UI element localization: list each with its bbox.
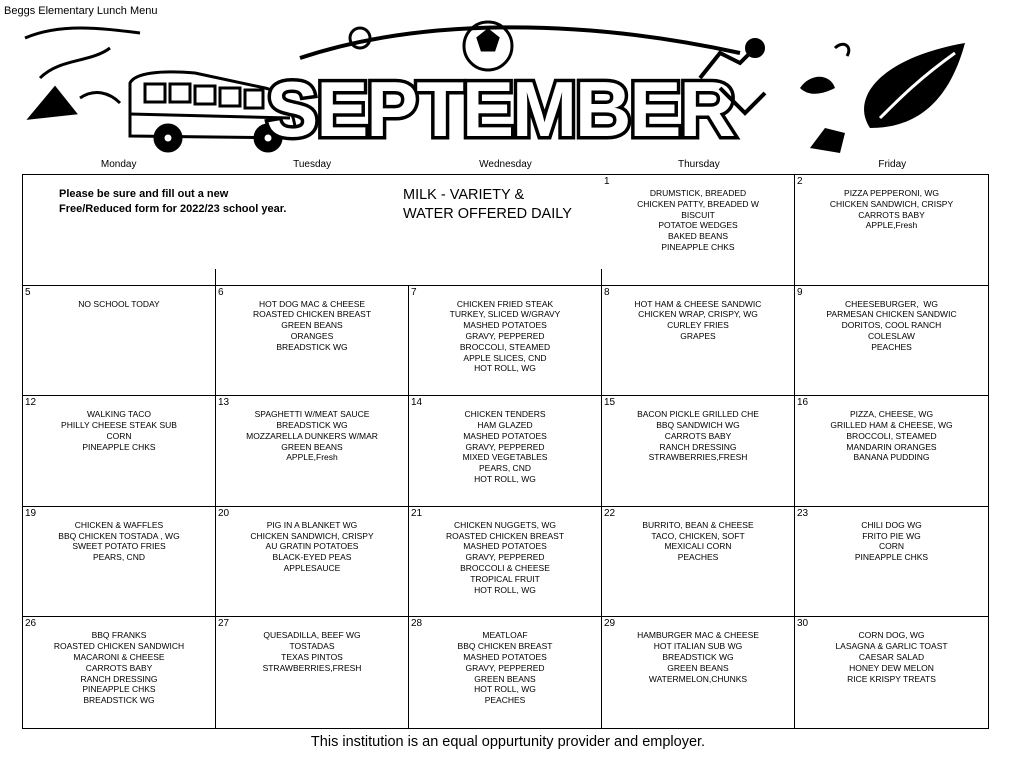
weekday-label: Wednesday [479, 159, 532, 170]
menu-items: QUESADILLA, BEEF WG TOSTADAS TEXAS PINTOS STRAWBERRIES,FRESH [262, 630, 362, 673]
calendar-cell [216, 617, 409, 728]
weekday-label: Tuesday [293, 159, 332, 170]
calendar-cell [409, 396, 602, 507]
day-number: 26 [25, 618, 37, 630]
menu-items: HOT DOG MAC & CHEESE ROASTED CHICKEN BREAST GREEN BEANS ORANGES BREADSTICK WG [252, 298, 372, 352]
calendar-cell [216, 396, 409, 507]
weekday-label: Thursday [678, 159, 720, 170]
calendar-cell [23, 507, 216, 618]
calendar-cell [602, 507, 795, 618]
day-number: 2 [797, 176, 803, 187]
day-number: 16 [797, 397, 809, 409]
calendar-grid [22, 174, 989, 729]
autumn-leaf-icon [800, 43, 965, 153]
footer-statement: This institution is an equal oppurtunity provider and employer. [310, 734, 706, 750]
day-number: 9 [797, 286, 803, 298]
menu-items: PIG IN A BLANKET WG CHICKEN SANDWICH, CRISPY AU GRATIN POTATOES BLACK-EYED PEAS APPLESAUCE [250, 519, 374, 573]
day-number: 22 [604, 507, 616, 519]
day-number: 28 [411, 618, 423, 630]
menu-items: BURRITO, BEAN & CHEESE TACO, CHICKEN, SOFT MEXICALI CORN PEACHES [642, 519, 754, 563]
menu-items: CHICKEN & WAFFLES BBQ CHICKEN TOSTADA , WG SWEET POTATO FRIES PEARS, CND [58, 519, 180, 563]
menu-items: CHICKEN FRIED STEAK TURKEY, SLICED W/GRAVY MASHED POTATOES GRAVY, PEPPERED BROCCOLI, STEAMED APPLE SLICES, CND HOT ROLL, WG [449, 298, 561, 374]
calendar-cell [795, 507, 988, 618]
calendar-cell [409, 286, 602, 397]
day-number: 14 [411, 397, 423, 409]
day-number: 7 [411, 286, 417, 298]
menu-items: MEATLOAF BBQ CHICKEN BREAST MASHED POTATOES GRAVY, PEPPERED GREEN BEANS HOT ROLL, WG PEACHES [457, 630, 553, 706]
day-number: 19 [25, 507, 37, 519]
day-number: 5 [25, 286, 31, 298]
menu-items: HOT HAM & CHEESE SANDWIC CHICKEN WRAP, CRISPY, WG CURLEY FRIES GRAPES [634, 298, 762, 341]
menu-items: DRUMSTICK, BREADED CHICKEN PATTY, BREADED W BISCUIT POTATOE WEDGES BAKED BEANS PINEAPPLE CHKS [637, 188, 759, 252]
calendar-cell [795, 286, 988, 397]
calendar-cell [602, 396, 795, 507]
document-title: Beggs Elementary Lunch Menu [4, 5, 158, 17]
day-number: 15 [604, 397, 616, 409]
day-number: 12 [25, 397, 37, 409]
milk-note: MILK - VARIETY & WATER OFFERED DAILY [403, 187, 572, 222]
menu-items: NO SCHOOL TODAY [78, 298, 160, 309]
calendar-cell [409, 617, 602, 728]
calendar-cell [403, 175, 602, 286]
menu-items: CHICKEN TENDERS HAM GLAZED MASHED POTATOES GRAVY, PEPPERED MIXED VEGETABLES PEARS, CND HOT ROLL, WG [462, 409, 548, 484]
day-number: 6 [218, 286, 224, 298]
weekday-label: Friday [878, 159, 907, 170]
menu-items: CORN DOG, WG LASAGNA & GARLIC TOAST CAESAR SALAD HONEY DEW MELON RICE KRISPY TREATS [835, 630, 948, 684]
banner-title: SEPTEMBER [266, 65, 734, 153]
day-number: 8 [604, 286, 610, 298]
menu-items: SPAGHETTI W/MEAT SAUCE BREADSTICK WG MOZZARELLA DUNKERS W/MAR GREEN BEANS APPLE,Fresh [246, 409, 378, 463]
calendar-cell [23, 286, 216, 397]
calendar-cell [602, 175, 795, 286]
menu-items: PIZZA, CHEESE, WG GRILLED HAM & CHEESE, WG BROCCOLI, STEAMED MANDARIN ORANGES BANANA PUDDING [830, 409, 953, 463]
calendar-cell [216, 286, 409, 397]
day-number: 29 [604, 618, 616, 630]
calendar-cell [795, 175, 988, 286]
menu-items: CHILI DOG WG FRITO PIE WG CORN PINEAPPLE CHKS [854, 519, 929, 563]
calendar-cell [23, 396, 216, 507]
calendar-cell [216, 507, 409, 618]
day-number: 27 [218, 618, 230, 630]
menu-items: CHEESEBURGER, WG PARMESAN CHICKEN SANDWIC DORITOS, COOL RANCH COLESLAW PEACHES [826, 298, 957, 352]
free-reduced-note: Please be sure and fill out a new Free/Reduced form for 2022/23 school year. [59, 188, 287, 215]
calendar-cell [795, 396, 988, 507]
menu-items: BBQ FRANKS ROASTED CHICKEN SANDWICH MACARONI & CHEESE CARROTS BABY RANCH DRESSING PINEAPPLE CHKS BREADSTICK WG [53, 630, 185, 706]
day-number: 30 [797, 618, 809, 630]
day-number: 21 [411, 507, 423, 519]
day-number: 13 [218, 397, 230, 409]
calendar-cell [23, 175, 287, 286]
day-number: 20 [218, 507, 230, 519]
september-banner [20, 18, 975, 158]
menu-items: WALKING TACO PHILLY CHEESE STEAK SUB CORN PINEAPPLE CHKS [61, 409, 177, 452]
calendar-cell [409, 507, 602, 618]
menu-items: PIZZA PEPPERONI, WG CHICKEN SANDWICH, CRISPY CARROTS BABY APPLE,Fresh [829, 188, 954, 231]
menu-items: CHICKEN NUGGETS, WG ROASTED CHICKEN BREAST MASHED POTATOES GRAVY, PEPPERED BROCCOLI & CHEESE TROPICAL FRUIT HOT ROLL, WG [445, 519, 565, 595]
menu-items: HAMBURGER MAC & CHEESE HOT ITALIAN SUB WG BREADSTICK WG GREEN BEANS WATERMELON,CHUNKS [637, 630, 759, 684]
calendar-cell [795, 617, 988, 728]
calendar-cell [602, 286, 795, 397]
menu-items: BACON PICKLE GRILLED CHE BBQ SANDWICH WG CARROTS BABY RANCH DRESSING STRAWBERRIES,FRESH [637, 409, 759, 463]
calendar-cell [602, 617, 795, 728]
day-number: 23 [797, 507, 809, 519]
leaves-decoration [25, 28, 140, 118]
day-number: 1 [604, 176, 610, 187]
weekday-header [22, 159, 989, 173]
calendar-cell [23, 617, 216, 728]
weekday-label: Monday [100, 159, 137, 170]
